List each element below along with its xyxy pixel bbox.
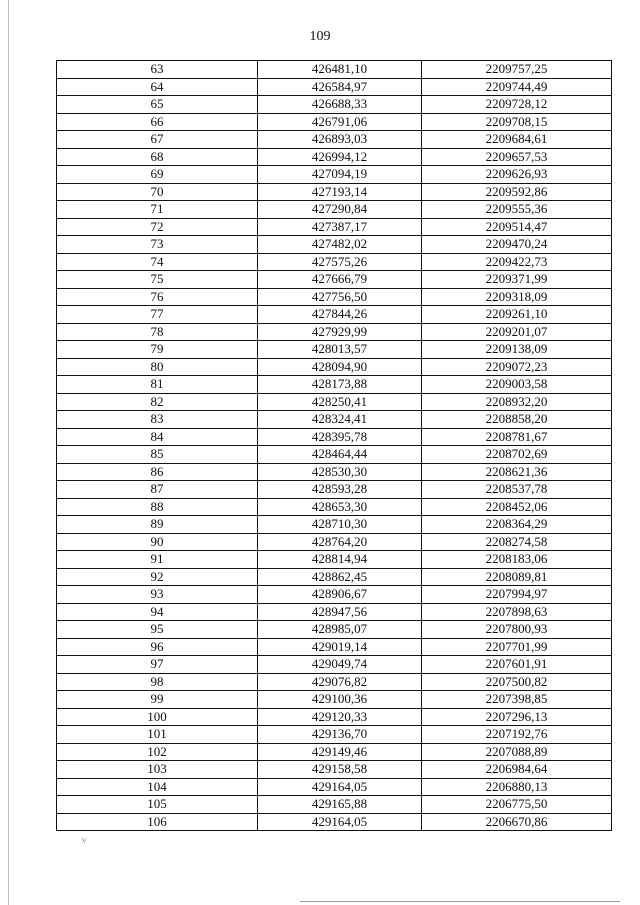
- scan-edge-bottom: [300, 901, 620, 902]
- x-coordinate-cell: 428814,94: [258, 551, 422, 569]
- x-coordinate-cell: 429158,58: [258, 761, 422, 779]
- table-row: [57, 358, 612, 376]
- y-coordinate-cell: 2209003,58: [422, 376, 612, 394]
- y-coordinate-cell: 2206984,64: [422, 761, 612, 779]
- x-coordinate-cell: 427929,99: [258, 323, 422, 341]
- y-coordinate-cell: 2208364,29: [422, 516, 612, 534]
- x-coordinate-cell: 426791,06: [258, 113, 422, 131]
- x-coordinate-cell: 426893,03: [258, 131, 422, 149]
- table-row: [57, 586, 612, 604]
- x-coordinate-cell: 428464,44: [258, 446, 422, 464]
- point-number-cell: 96: [57, 638, 258, 656]
- point-number-cell: 103: [57, 761, 258, 779]
- table-row: [57, 481, 612, 499]
- point-number-cell: 100: [57, 708, 258, 726]
- coordinates-table: [56, 60, 612, 831]
- table-row: [57, 411, 612, 429]
- point-number-cell: 105: [57, 796, 258, 814]
- point-number-cell: 76: [57, 288, 258, 306]
- y-coordinate-cell: 2207398,85: [422, 691, 612, 709]
- table-row: [57, 183, 612, 201]
- y-coordinate-cell: 2208089,81: [422, 568, 612, 586]
- x-coordinate-cell: 427756,50: [258, 288, 422, 306]
- table-row: [57, 341, 612, 359]
- point-number-cell: 64: [57, 78, 258, 96]
- table-row: [57, 131, 612, 149]
- x-coordinate-cell: 429076,82: [258, 673, 422, 691]
- table-row: [57, 568, 612, 586]
- table-row: [57, 691, 612, 709]
- coordinates-table-body: [57, 61, 612, 831]
- table-row: [57, 551, 612, 569]
- table-row: [57, 218, 612, 236]
- y-coordinate-cell: 2207192,76: [422, 726, 612, 744]
- y-coordinate-cell: 2209708,15: [422, 113, 612, 131]
- x-coordinate-cell: 427290,84: [258, 201, 422, 219]
- point-number-cell: 73: [57, 236, 258, 254]
- table-row: [57, 656, 612, 674]
- point-number-cell: 86: [57, 463, 258, 481]
- y-coordinate-cell: 2209728,12: [422, 96, 612, 114]
- y-coordinate-cell: 2209514,47: [422, 218, 612, 236]
- y-coordinate-cell: 2209592,86: [422, 183, 612, 201]
- y-coordinate-cell: 2209138,09: [422, 341, 612, 359]
- x-coordinate-cell: 426688,33: [258, 96, 422, 114]
- x-coordinate-cell: 427666,79: [258, 271, 422, 289]
- x-coordinate-cell: 429164,05: [258, 813, 422, 831]
- y-coordinate-cell: 2208702,69: [422, 446, 612, 464]
- y-coordinate-cell: 2208452,06: [422, 498, 612, 516]
- x-coordinate-cell: 427482,02: [258, 236, 422, 254]
- x-coordinate-cell: 427094,19: [258, 166, 422, 184]
- table-row: [57, 796, 612, 814]
- y-coordinate-cell: 2209318,09: [422, 288, 612, 306]
- point-number-cell: 97: [57, 656, 258, 674]
- x-coordinate-cell: 428395,78: [258, 428, 422, 446]
- x-coordinate-cell: 428985,07: [258, 621, 422, 639]
- table-row: [57, 743, 612, 761]
- point-number-cell: 79: [57, 341, 258, 359]
- x-coordinate-cell: 429019,14: [258, 638, 422, 656]
- x-coordinate-cell: 429165,88: [258, 796, 422, 814]
- table-row: [57, 271, 612, 289]
- y-coordinate-cell: 2208858,20: [422, 411, 612, 429]
- x-coordinate-cell: 429100,36: [258, 691, 422, 709]
- table-row: [57, 201, 612, 219]
- point-number-cell: 101: [57, 726, 258, 744]
- scan-mark: ⱽ: [82, 838, 87, 849]
- point-number-cell: 68: [57, 148, 258, 166]
- y-coordinate-cell: 2207088,89: [422, 743, 612, 761]
- point-number-cell: 92: [57, 568, 258, 586]
- point-number-cell: 85: [57, 446, 258, 464]
- y-coordinate-cell: 2206880,13: [422, 778, 612, 796]
- y-coordinate-cell: 2209261,10: [422, 306, 612, 324]
- table-row: [57, 761, 612, 779]
- table-row: [57, 253, 612, 271]
- table-row: [57, 813, 612, 831]
- x-coordinate-cell: 426481,10: [258, 61, 422, 79]
- x-coordinate-cell: 429049,74: [258, 656, 422, 674]
- point-number-cell: 98: [57, 673, 258, 691]
- point-number-cell: 94: [57, 603, 258, 621]
- x-coordinate-cell: 427387,17: [258, 218, 422, 236]
- y-coordinate-cell: 2208932,20: [422, 393, 612, 411]
- point-number-cell: 75: [57, 271, 258, 289]
- y-coordinate-cell: 2207800,93: [422, 621, 612, 639]
- x-coordinate-cell: 427575,26: [258, 253, 422, 271]
- x-coordinate-cell: 428324,41: [258, 411, 422, 429]
- x-coordinate-cell: 427193,14: [258, 183, 422, 201]
- table-row: [57, 603, 612, 621]
- x-coordinate-cell: 426994,12: [258, 148, 422, 166]
- table-row: [57, 288, 612, 306]
- y-coordinate-cell: 2207898,63: [422, 603, 612, 621]
- point-number-cell: 67: [57, 131, 258, 149]
- x-coordinate-cell: 429164,05: [258, 778, 422, 796]
- table-row: [57, 778, 612, 796]
- x-coordinate-cell: 428947,56: [258, 603, 422, 621]
- point-number-cell: 106: [57, 813, 258, 831]
- x-coordinate-cell: 429136,70: [258, 726, 422, 744]
- table-row: [57, 463, 612, 481]
- table-row: [57, 113, 612, 131]
- x-coordinate-cell: 428013,57: [258, 341, 422, 359]
- table-row: [57, 428, 612, 446]
- point-number-cell: 95: [57, 621, 258, 639]
- point-number-cell: 104: [57, 778, 258, 796]
- point-number-cell: 65: [57, 96, 258, 114]
- y-coordinate-cell: 2208621,36: [422, 463, 612, 481]
- point-number-cell: 93: [57, 586, 258, 604]
- table-row: [57, 393, 612, 411]
- x-coordinate-cell: 428710,30: [258, 516, 422, 534]
- y-coordinate-cell: 2206670,86: [422, 813, 612, 831]
- table-row: [57, 516, 612, 534]
- point-number-cell: 89: [57, 516, 258, 534]
- point-number-cell: 63: [57, 61, 258, 79]
- point-number-cell: 81: [57, 376, 258, 394]
- table-row: [57, 78, 612, 96]
- x-coordinate-cell: 428764,20: [258, 533, 422, 551]
- y-coordinate-cell: 2209371,99: [422, 271, 612, 289]
- point-number-cell: 78: [57, 323, 258, 341]
- y-coordinate-cell: 2208537,78: [422, 481, 612, 499]
- point-number-cell: 77: [57, 306, 258, 324]
- x-coordinate-cell: 428653,30: [258, 498, 422, 516]
- y-coordinate-cell: 2207994,97: [422, 586, 612, 604]
- y-coordinate-cell: 2209201,07: [422, 323, 612, 341]
- x-coordinate-cell: 428593,28: [258, 481, 422, 499]
- table-row: [57, 673, 612, 691]
- x-coordinate-cell: 428862,45: [258, 568, 422, 586]
- y-coordinate-cell: 2209470,24: [422, 236, 612, 254]
- x-coordinate-cell: 428173,88: [258, 376, 422, 394]
- y-coordinate-cell: 2209684,61: [422, 131, 612, 149]
- y-coordinate-cell: 2207601,91: [422, 656, 612, 674]
- x-coordinate-cell: 428906,67: [258, 586, 422, 604]
- x-coordinate-cell: 429120,33: [258, 708, 422, 726]
- point-number-cell: 83: [57, 411, 258, 429]
- point-number-cell: 88: [57, 498, 258, 516]
- point-number-cell: 90: [57, 533, 258, 551]
- point-number-cell: 87: [57, 481, 258, 499]
- table-row: [57, 533, 612, 551]
- x-coordinate-cell: 428094,90: [258, 358, 422, 376]
- point-number-cell: 69: [57, 166, 258, 184]
- point-number-cell: 99: [57, 691, 258, 709]
- x-coordinate-cell: 428250,41: [258, 393, 422, 411]
- point-number-cell: 74: [57, 253, 258, 271]
- point-number-cell: 71: [57, 201, 258, 219]
- page-number: 109: [309, 29, 331, 44]
- x-coordinate-cell: 429149,46: [258, 743, 422, 761]
- point-number-cell: 70: [57, 183, 258, 201]
- y-coordinate-cell: 2209555,36: [422, 201, 612, 219]
- table-row: [57, 323, 612, 341]
- point-number-cell: 72: [57, 218, 258, 236]
- table-row: [57, 726, 612, 744]
- y-coordinate-cell: 2207500,82: [422, 673, 612, 691]
- x-coordinate-cell: 427844,26: [258, 306, 422, 324]
- point-number-cell: 80: [57, 358, 258, 376]
- table-row: [57, 96, 612, 114]
- y-coordinate-cell: 2209422,73: [422, 253, 612, 271]
- y-coordinate-cell: 2209744,49: [422, 78, 612, 96]
- y-coordinate-cell: 2207296,13: [422, 708, 612, 726]
- table-row: [57, 166, 612, 184]
- table-row: [57, 61, 612, 79]
- point-number-cell: 102: [57, 743, 258, 761]
- point-number-cell: 84: [57, 428, 258, 446]
- table-row: [57, 638, 612, 656]
- point-number-cell: 91: [57, 551, 258, 569]
- table-row: [57, 236, 612, 254]
- y-coordinate-cell: 2208274,58: [422, 533, 612, 551]
- y-coordinate-cell: 2209626,93: [422, 166, 612, 184]
- point-number-cell: 66: [57, 113, 258, 131]
- table-row: [57, 306, 612, 324]
- y-coordinate-cell: 2208183,06: [422, 551, 612, 569]
- y-coordinate-cell: 2209757,25: [422, 61, 612, 79]
- table-row: [57, 446, 612, 464]
- scan-edge-left: [8, 0, 9, 905]
- point-number-cell: 82: [57, 393, 258, 411]
- y-coordinate-cell: 2206775,50: [422, 796, 612, 814]
- x-coordinate-cell: 428530,30: [258, 463, 422, 481]
- table-row: [57, 148, 612, 166]
- y-coordinate-cell: 2209657,53: [422, 148, 612, 166]
- table-row: [57, 621, 612, 639]
- y-coordinate-cell: 2209072,23: [422, 358, 612, 376]
- y-coordinate-cell: 2208781,67: [422, 428, 612, 446]
- table-row: [57, 708, 612, 726]
- y-coordinate-cell: 2207701,99: [422, 638, 612, 656]
- table-row: [57, 376, 612, 394]
- x-coordinate-cell: 426584,97: [258, 78, 422, 96]
- table-row: [57, 498, 612, 516]
